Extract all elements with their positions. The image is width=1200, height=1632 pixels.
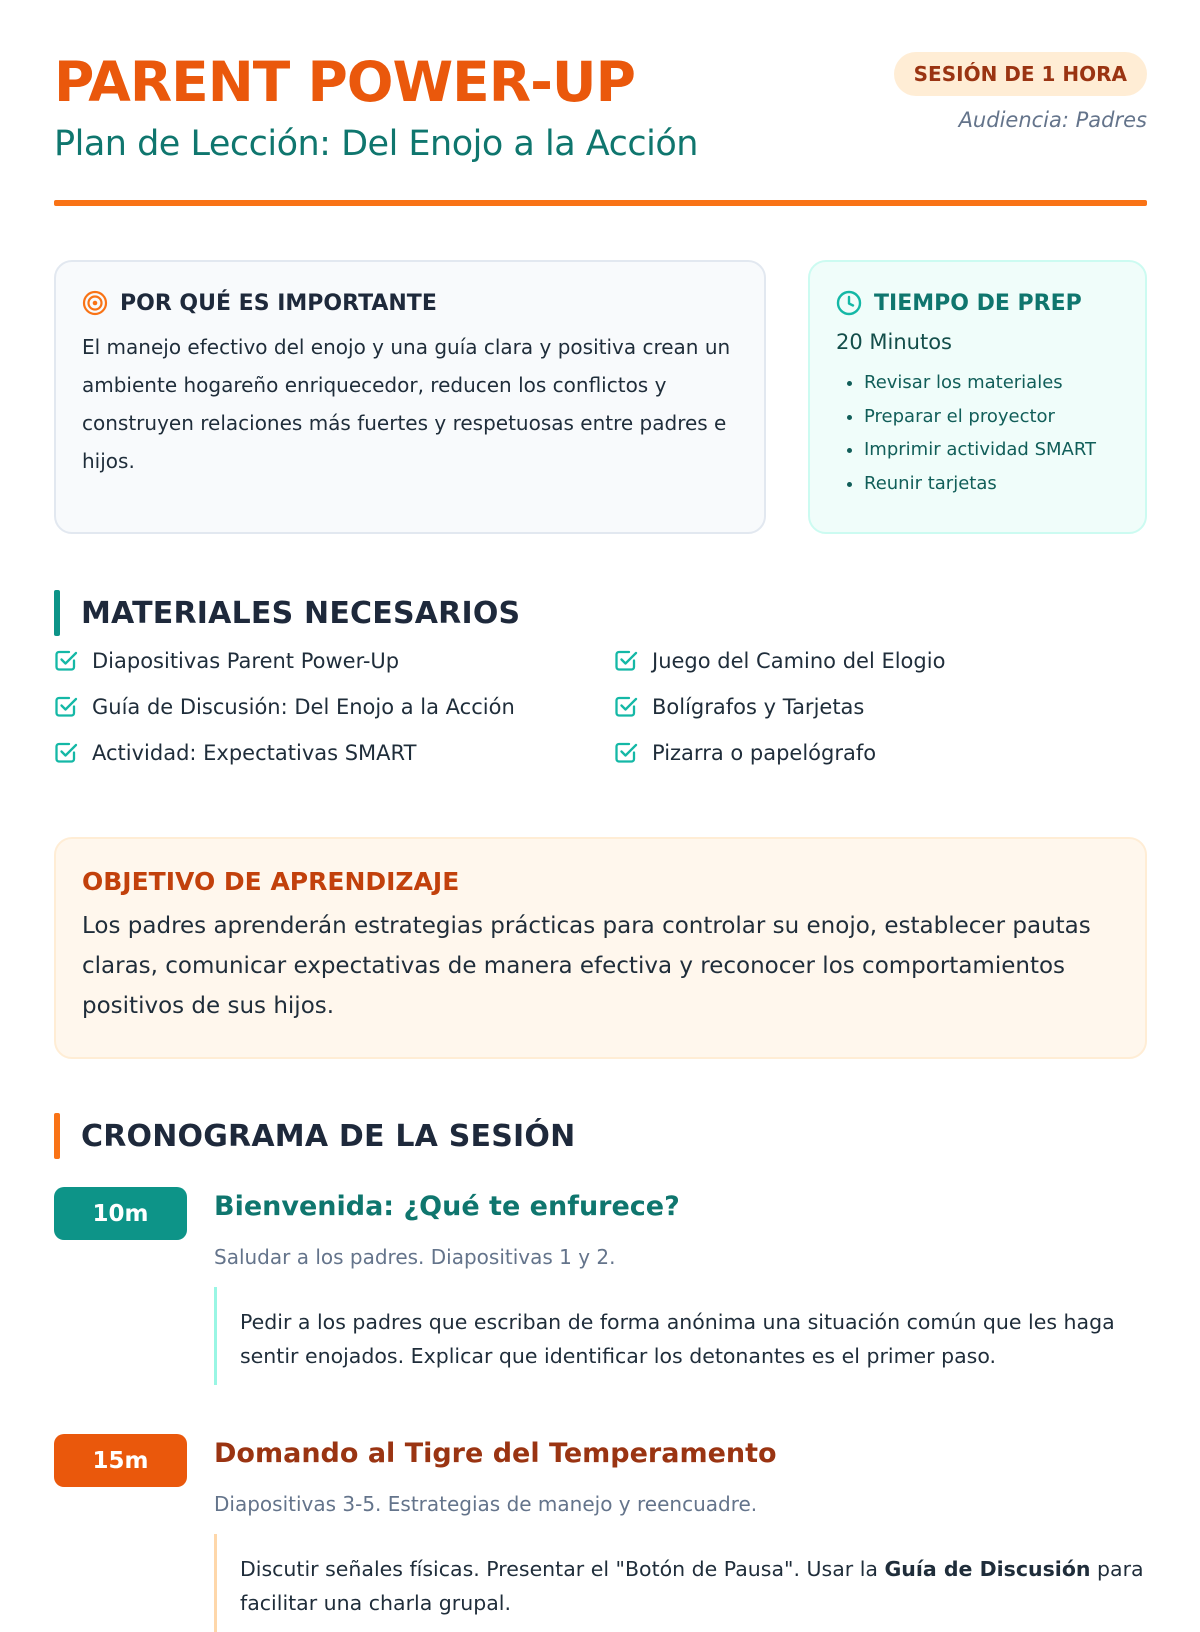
checkbox-checked-icon — [614, 648, 639, 673]
material-item — [614, 648, 945, 673]
audience-label: Audiencia: Padres — [958, 108, 1147, 132]
section-accent-bar — [54, 1113, 60, 1159]
prep-checklist — [836, 366, 1119, 500]
material-item — [614, 740, 876, 765]
duration-badge: 10m — [54, 1187, 187, 1240]
list-item: • Revisar los materiales — [864, 366, 1119, 400]
schedule-item — [54, 1187, 1147, 1397]
material-item — [614, 694, 864, 719]
header — [54, 0, 1147, 207]
schedule-item-note — [214, 1534, 1147, 1632]
note-text: para facilitar una charla grupal. — [240, 1557, 1144, 1615]
material-item — [54, 740, 416, 765]
checkbox-checked-icon — [54, 648, 79, 673]
duration-badge: 15m — [54, 1434, 187, 1487]
materials-section-header — [54, 590, 520, 636]
discussion-guide-reference: Guía de Discusión — [884, 1557, 1091, 1581]
checkbox-checked-icon — [614, 740, 639, 765]
note-text: Discutir señales físicas. Presentar el "Botón de Pausa". Usar la — [240, 1557, 885, 1581]
materials-list — [54, 648, 1147, 798]
session-duration-badge: SESIÓN DE 1 HORA — [894, 52, 1147, 96]
material-item-label: Pizarra o papelógrafo — [652, 740, 877, 765]
checkbox-checked-icon — [54, 740, 79, 765]
schedule-section-title: CRONOGRAMA DE LA SESIÓN — [81, 1118, 576, 1154]
list-item: • Reunir tarjetas — [864, 467, 1119, 501]
checkbox-checked-icon — [54, 694, 79, 719]
page-subtitle: Plan de Lección: Del Enojo a la Acción — [54, 124, 698, 164]
schedule-item-note: Pedir a los padres que escriban de forma anónima una situación común que les haga sentir enojados. Explicar que identificar los detonantes es el primer paso. — [214, 1287, 1147, 1385]
schedule-item-description: Saludar a los padres. Diapositivas 1 y 2. — [214, 1245, 616, 1269]
clock-icon — [836, 290, 862, 316]
importance-card-header — [82, 290, 738, 316]
page-title: PARENT POWER-UP — [54, 50, 635, 114]
prep-minutes: 20 Minutos — [836, 330, 952, 354]
prep-card-title: TIEMPO DE PREP — [874, 290, 1082, 316]
target-icon — [82, 290, 108, 316]
importance-card-body: El manejo efectivo del enojo y una guía clara y positiva crean un ambiente hogareño enriquecedor, reducen los conflictos y construyen relaciones más fuertes y respetuosas entre padres e hijos. — [82, 335, 731, 473]
material-item-label: Juego del Camino del Elogio — [652, 648, 946, 673]
schedule-item-title: Domando al Tigre del Temperamento — [214, 1438, 777, 1469]
material-item-label: Guía de Discusión: Del Enojo a la Acción — [92, 694, 515, 719]
material-item-label: Actividad: Expectativas SMART — [92, 740, 417, 765]
material-item-label: Diapositivas Parent Power-Up — [92, 648, 400, 673]
schedule-item — [54, 1434, 1147, 1615]
info-cards-row — [54, 260, 1147, 538]
schedule-section-header — [54, 1113, 575, 1159]
checkbox-checked-icon — [614, 694, 639, 719]
header-divider — [54, 200, 1147, 206]
prep-card-header — [836, 290, 1119, 316]
material-item — [54, 648, 399, 673]
materials-section-title: MATERIALES NECESARIOS — [81, 595, 521, 631]
prep-time-card — [808, 260, 1147, 534]
objective-title: OBJETIVO DE APRENDIZAJE — [82, 867, 460, 896]
importance-card — [54, 260, 766, 534]
list-item: • Preparar el proyector — [864, 400, 1119, 434]
importance-card-title: POR QUÉ ES IMPORTANTE — [120, 290, 437, 316]
schedule-item-title: Bienvenida: ¿Qué te enfurece? — [214, 1191, 680, 1222]
objective-text: Los padres aprenderán estrategias prácticas para controlar su enojo, establecer pautas claras, comunicar expectativas de manera efectiva y reconocer los comportamientos positivos de sus hijos. — [82, 913, 1091, 1019]
section-accent-bar — [54, 590, 60, 636]
schedule-item-description: Diapositivas 3-5. Estrategias de manejo y reencuadre. — [214, 1492, 758, 1516]
learning-objective-card — [54, 837, 1147, 1059]
material-item — [54, 694, 515, 719]
lesson-plan-page — [54, 0, 1147, 1615]
material-item-label: Bolígrafos y Tarjetas — [652, 694, 865, 719]
list-item: • Imprimir actividad SMART — [864, 433, 1119, 467]
